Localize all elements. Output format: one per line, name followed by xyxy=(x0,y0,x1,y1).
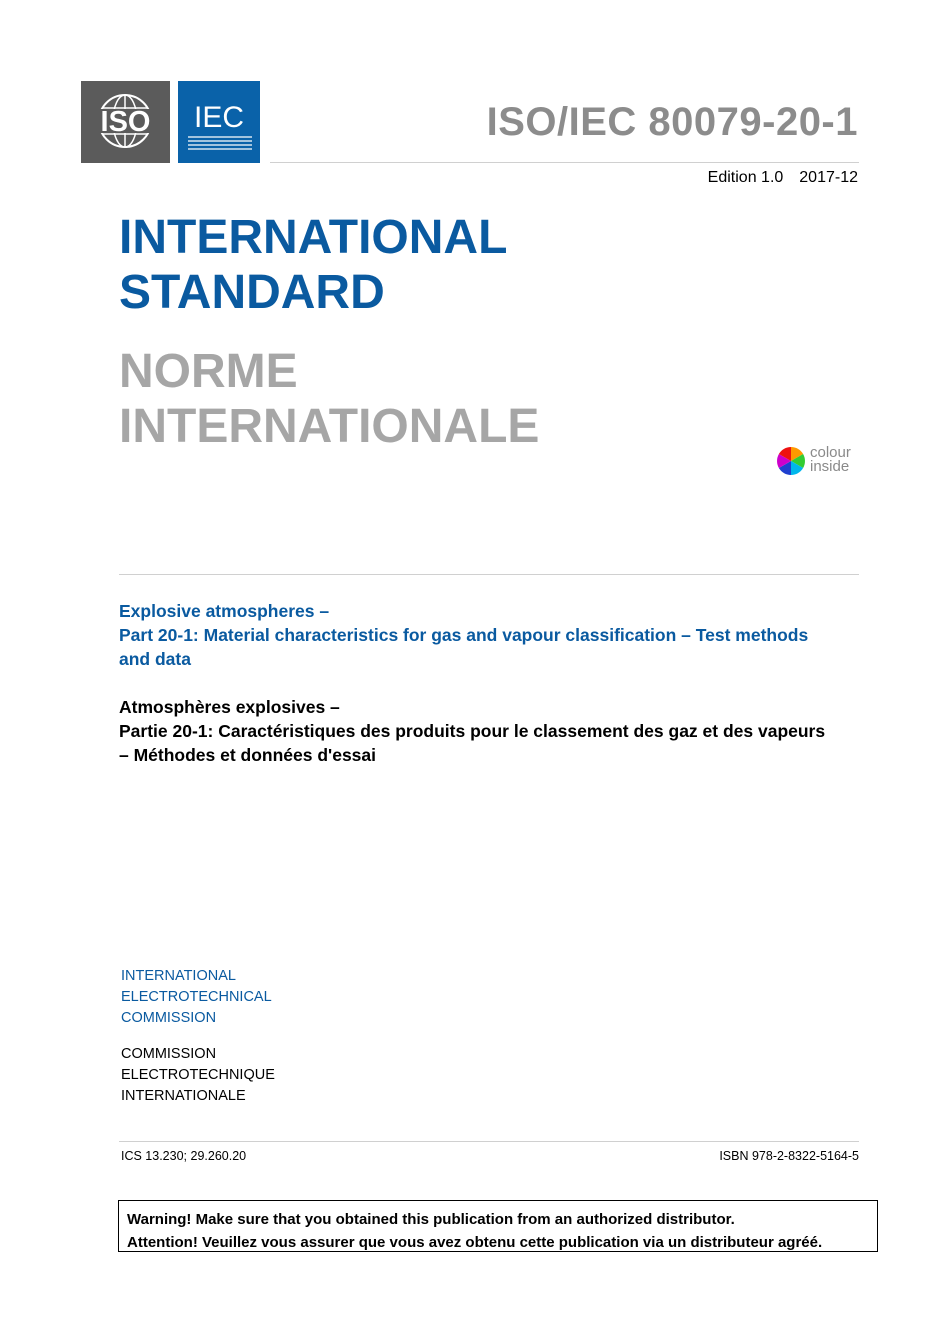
iec-logo xyxy=(178,81,260,163)
warning-english: Warning! Make sure that you obtained this publication from an authorized distributor. xyxy=(127,1211,735,1228)
colour-inside-text xyxy=(810,446,851,474)
colour-inside-badge xyxy=(777,446,861,476)
iso-logo-text: ISO xyxy=(100,106,151,138)
org-fr-line: INTERNATIONALE xyxy=(121,1088,246,1104)
isbn-number: ISBN 978-2-8322-5164-5 xyxy=(719,1149,859,1163)
iec-mark-icon xyxy=(178,81,260,163)
org-en-line: COMMISSION xyxy=(121,1010,217,1026)
standard-number: ISO/IEC 80079-20-1 xyxy=(486,100,858,144)
title-divider xyxy=(119,574,859,575)
org-en-line: INTERNATIONAL xyxy=(121,968,236,984)
footer-divider xyxy=(119,1141,859,1142)
iec-logo-text: IEC xyxy=(193,101,245,134)
organization-english xyxy=(121,966,272,1029)
subject-fr-line1: Atmosphères explosives – xyxy=(119,697,340,717)
colour-text-line1: colour xyxy=(810,444,851,461)
subject-french xyxy=(119,695,839,767)
title-fr-line1: NORME xyxy=(119,345,298,398)
org-fr-line: ELECTROTECHNIQUE xyxy=(121,1067,275,1083)
iso-logo xyxy=(81,81,170,163)
warning-french: Attention! Veuillez vous assurer que vous avez obtenu cette publication via un distributeur agréé. xyxy=(127,1234,823,1251)
iso-globe-icon xyxy=(81,81,170,163)
subject-en-line1: Explosive atmospheres – xyxy=(119,601,330,621)
organization-french xyxy=(121,1044,275,1107)
header-divider xyxy=(270,162,859,163)
distributor-warning-box xyxy=(118,1200,878,1252)
title-french xyxy=(119,344,539,454)
ics-code: ICS 13.230; 29.260.20 xyxy=(121,1149,247,1163)
edition-line xyxy=(708,169,858,187)
edition-label: Edition 1.0 xyxy=(707,169,784,186)
subject-en-line2: Part 20-1: Material characteristics for gas and vapour classification – Test methods and data xyxy=(119,625,809,669)
title-en-line2: STANDARD xyxy=(119,266,385,319)
edition-date: 2017-12 xyxy=(799,169,858,186)
subject-fr-line2: Partie 20-1: Caractéristiques des produits pour le classement des gaz et des vapeurs – Méthodes et données d'essai xyxy=(119,721,826,765)
title-english xyxy=(119,210,507,320)
org-en-line: ELECTROTECHNICAL xyxy=(121,989,272,1005)
title-en-line1: INTERNATIONAL xyxy=(119,211,508,264)
colour-wheel-icon xyxy=(777,447,805,475)
subject-english xyxy=(119,599,819,671)
title-fr-line2: INTERNATIONALE xyxy=(119,400,540,453)
colour-text-line2: inside xyxy=(810,458,850,475)
org-fr-line: COMMISSION xyxy=(121,1046,217,1062)
